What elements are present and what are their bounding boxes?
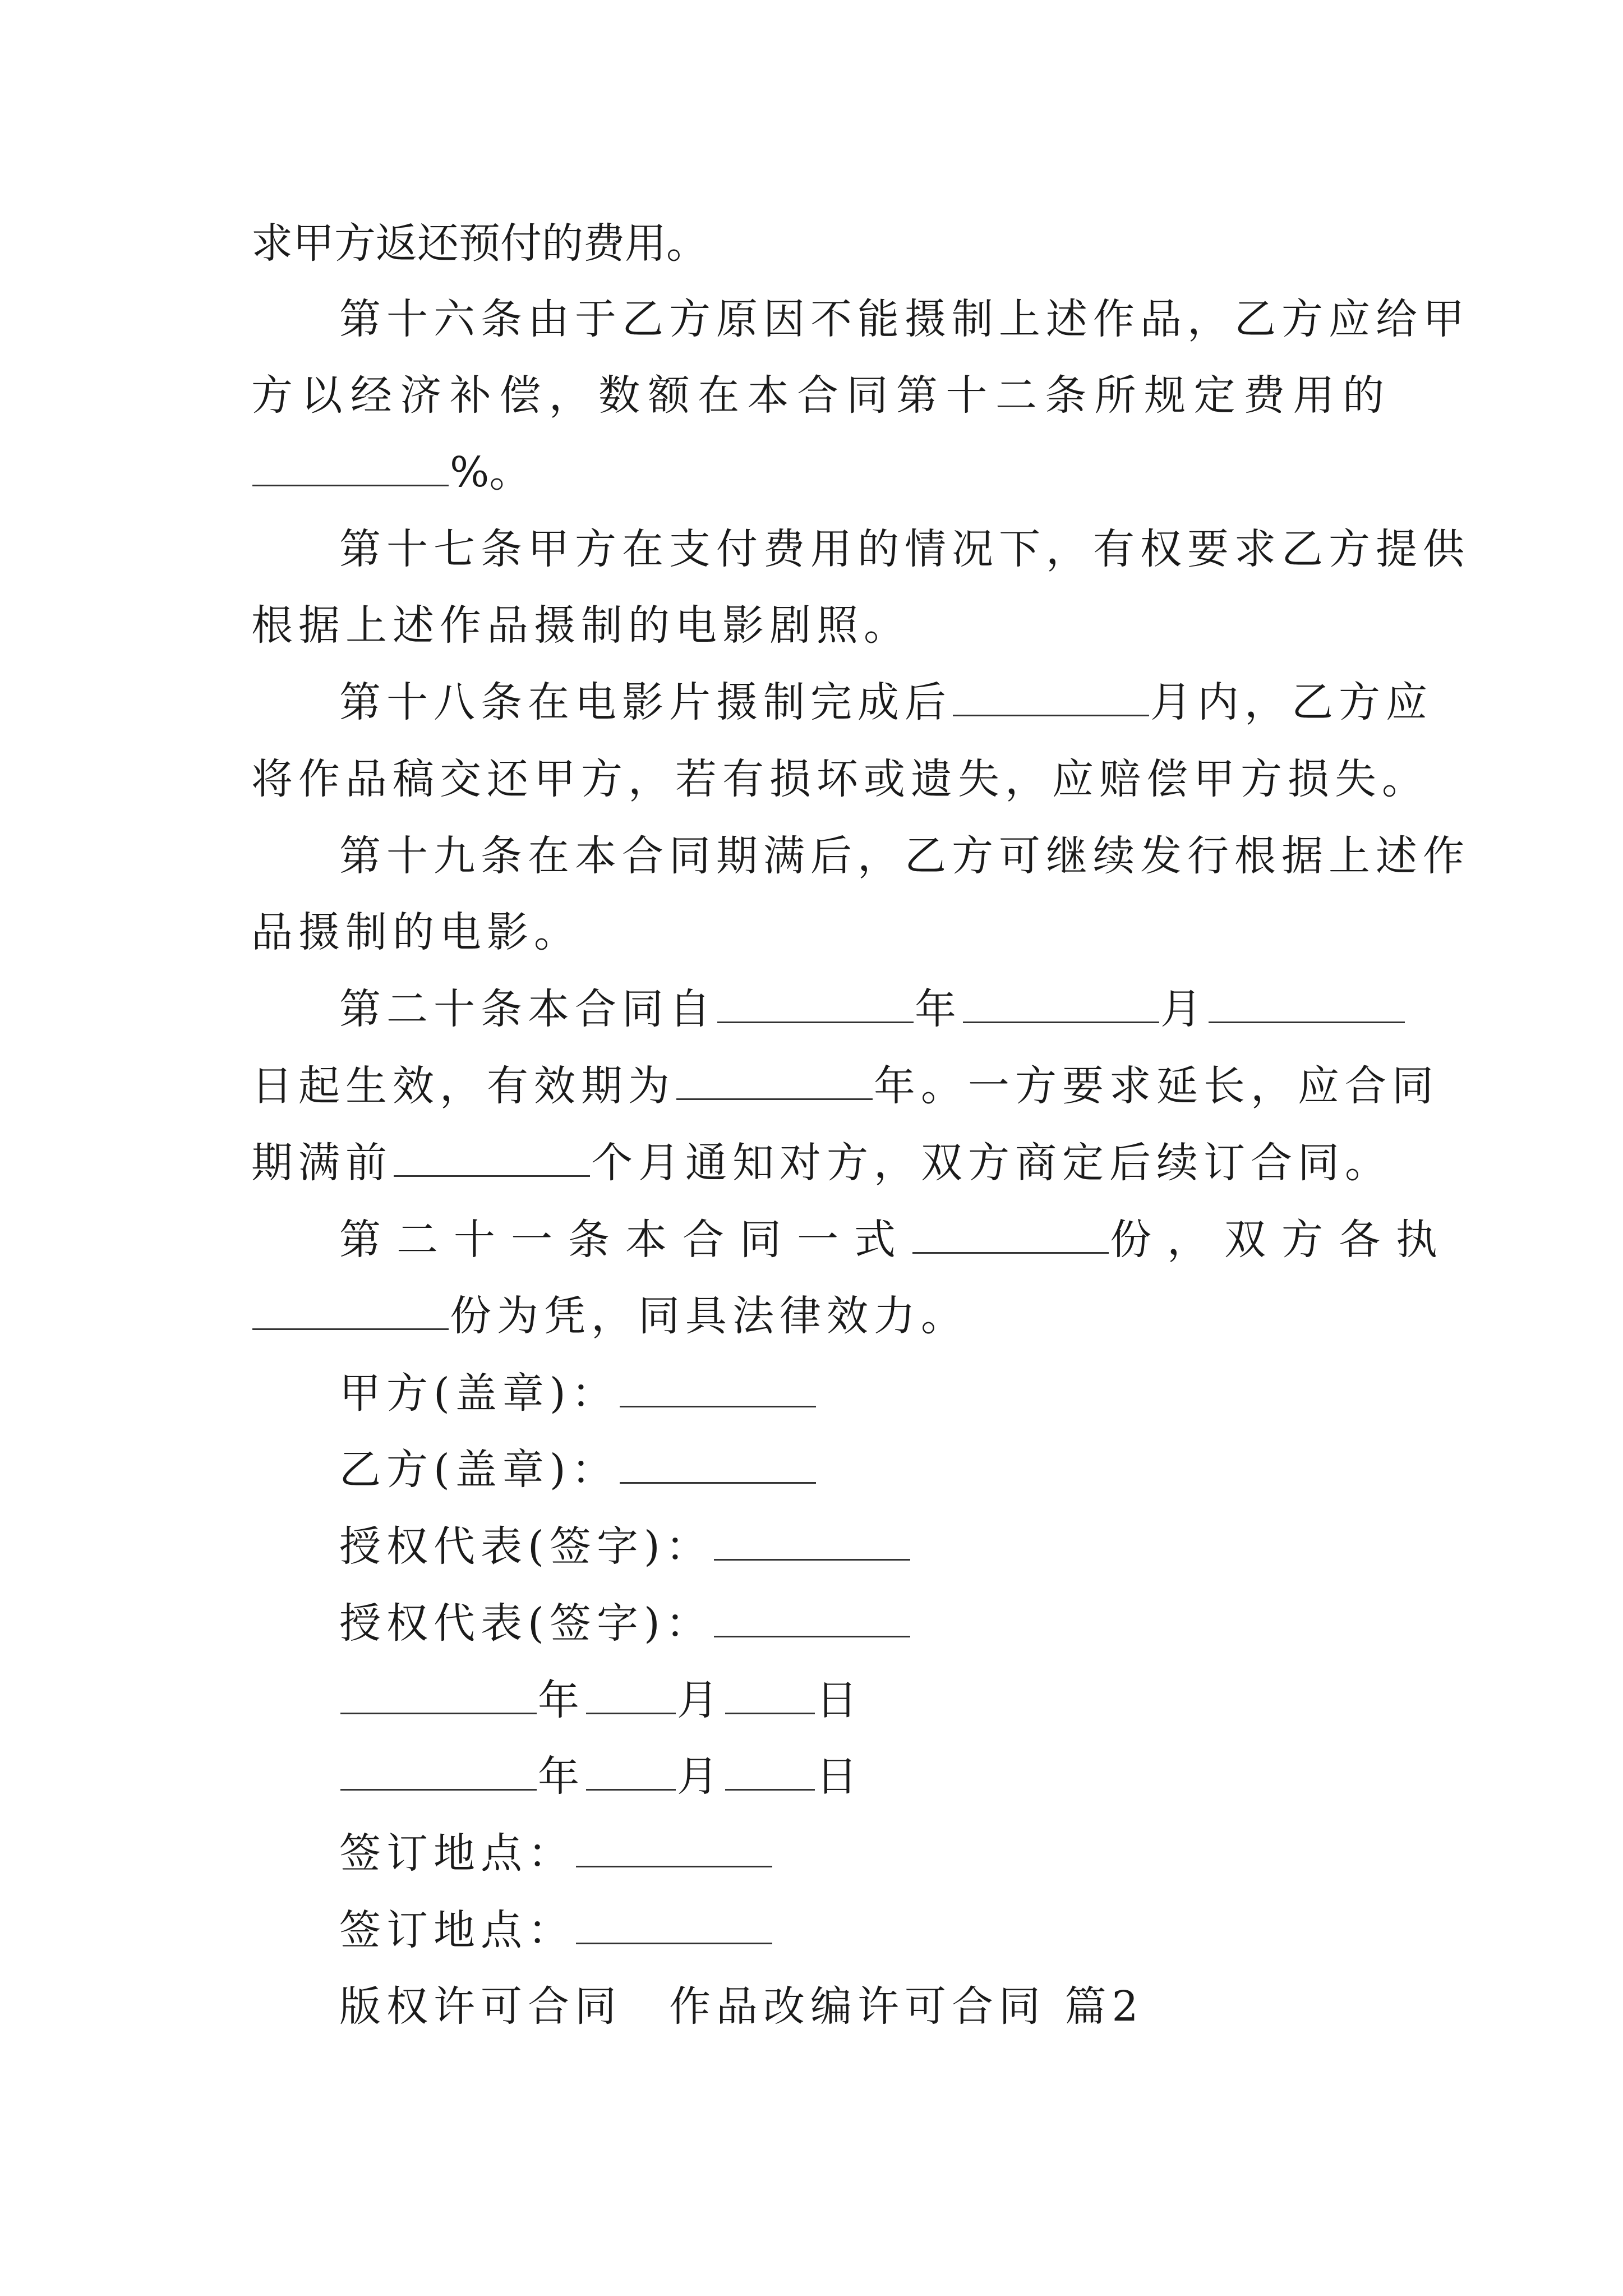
signing-place-2 xyxy=(339,1902,773,1958)
article-17-line-2 xyxy=(251,597,911,654)
article-20-line-1 xyxy=(339,981,1406,1037)
section-heading xyxy=(339,1978,1144,2035)
fill-blank-day[interactable] xyxy=(725,1679,815,1714)
fill-blank[interactable] xyxy=(912,1218,1109,1254)
fill-blank-year[interactable] xyxy=(340,1679,537,1714)
text: 个月通知对方，双方商定后续订合同。 xyxy=(591,1139,1392,1187)
month-label: 月 xyxy=(677,1676,724,1724)
year-label: 年 xyxy=(538,1676,585,1724)
label: 甲方(盖章)： xyxy=(339,1369,619,1418)
paragraph-line xyxy=(251,215,708,272)
fill-blank[interactable] xyxy=(676,1065,873,1100)
fill-blank[interactable] xyxy=(714,1602,910,1637)
text: 第二十一条本合同一式 xyxy=(339,1216,911,1264)
article-17-line-1 xyxy=(339,521,1470,577)
fill-blank[interactable] xyxy=(717,988,914,1023)
label: 签订地点： xyxy=(339,1829,575,1878)
text: 份，双方各执 xyxy=(1110,1216,1453,1264)
label: 授权代表(签字)： xyxy=(339,1522,713,1571)
fill-blank[interactable] xyxy=(1209,988,1405,1023)
article-20-line-3 xyxy=(251,1135,1392,1191)
signing-place-1 xyxy=(339,1825,773,1881)
text: 第十八条在电影片摄制完成后 xyxy=(339,678,952,726)
text: 品摄制的电影。 xyxy=(251,908,581,956)
text: 根据上述作品摄制的电影剧照。 xyxy=(251,601,911,650)
text: 份为凭，同具法律效力。 xyxy=(450,1292,968,1340)
fill-blank[interactable] xyxy=(714,1525,910,1561)
representative-2 xyxy=(339,1595,911,1651)
fill-blank[interactable] xyxy=(576,1909,772,1944)
party-b-seal xyxy=(339,1442,817,1498)
fill-blank[interactable] xyxy=(252,451,449,486)
text: 求甲方返还预付的费用。 xyxy=(251,219,708,268)
article-18-line-1 xyxy=(339,674,1433,730)
fill-blank-month[interactable] xyxy=(586,1679,676,1714)
label: 签订地点： xyxy=(339,1906,575,1954)
fill-blank[interactable] xyxy=(252,1295,449,1330)
text: 将作品稿交还甲方，若有损坏或遗失，应赔偿甲方损失。 xyxy=(251,755,1429,803)
text: 第十七条甲方在支付费用的情况下，有权要求乙方提供 xyxy=(339,525,1470,573)
article-16-line-2 xyxy=(251,367,1384,424)
article-16-line-1 xyxy=(339,291,1470,347)
text: 第十六条由于乙方原因不能摄制上述作品，乙方应给甲 xyxy=(339,295,1470,343)
fill-blank-year[interactable] xyxy=(340,1755,537,1791)
heading-text: 版权许可合同 作品改编许可合同 篇2 xyxy=(339,1982,1144,2031)
representative-1 xyxy=(339,1519,911,1575)
article-21-line-2 xyxy=(251,1288,968,1344)
month-label: 月 xyxy=(677,1752,724,1801)
text: 月内，乙方应 xyxy=(1150,678,1433,726)
day-label: 日 xyxy=(816,1676,863,1724)
article-16-line-3 xyxy=(251,444,531,500)
fill-blank[interactable] xyxy=(620,1448,816,1484)
text: 年。一方要求延长，应合同 xyxy=(874,1062,1439,1110)
text: 第十九条在本合同期满后，乙方可继续发行根据上述作 xyxy=(339,832,1470,880)
article-19-line-1 xyxy=(339,828,1470,884)
article-19-line-2 xyxy=(251,904,581,960)
date-line-1 xyxy=(339,1672,863,1728)
text: 第二十条本合同自 xyxy=(339,985,716,1033)
text: 年 xyxy=(915,985,962,1033)
text: %。 xyxy=(450,448,531,496)
fill-blank[interactable] xyxy=(576,1832,772,1867)
fill-blank[interactable] xyxy=(963,988,1159,1023)
text: 月 xyxy=(1160,985,1207,1033)
fill-blank-month[interactable] xyxy=(586,1755,676,1791)
text: 日起生效，有效期为 xyxy=(251,1062,675,1110)
date-line-2 xyxy=(339,1749,863,1805)
day-label: 日 xyxy=(816,1752,863,1801)
fill-blank-day[interactable] xyxy=(725,1755,815,1791)
text: 期满前 xyxy=(251,1139,393,1187)
article-20-line-2 xyxy=(251,1058,1439,1114)
text: 方以经济补偿，数额在本合同第十二条所规定费用的 xyxy=(251,371,1384,420)
fill-blank[interactable] xyxy=(394,1142,590,1177)
year-label: 年 xyxy=(538,1752,585,1801)
fill-blank[interactable] xyxy=(953,681,1149,716)
article-21-line-1 xyxy=(339,1212,1453,1268)
party-a-seal xyxy=(339,1365,817,1421)
label: 授权代表(签字)： xyxy=(339,1599,713,1648)
article-18-line-2 xyxy=(251,751,1429,807)
label: 乙方(盖章)： xyxy=(339,1446,619,1494)
fill-blank[interactable] xyxy=(620,1372,816,1407)
